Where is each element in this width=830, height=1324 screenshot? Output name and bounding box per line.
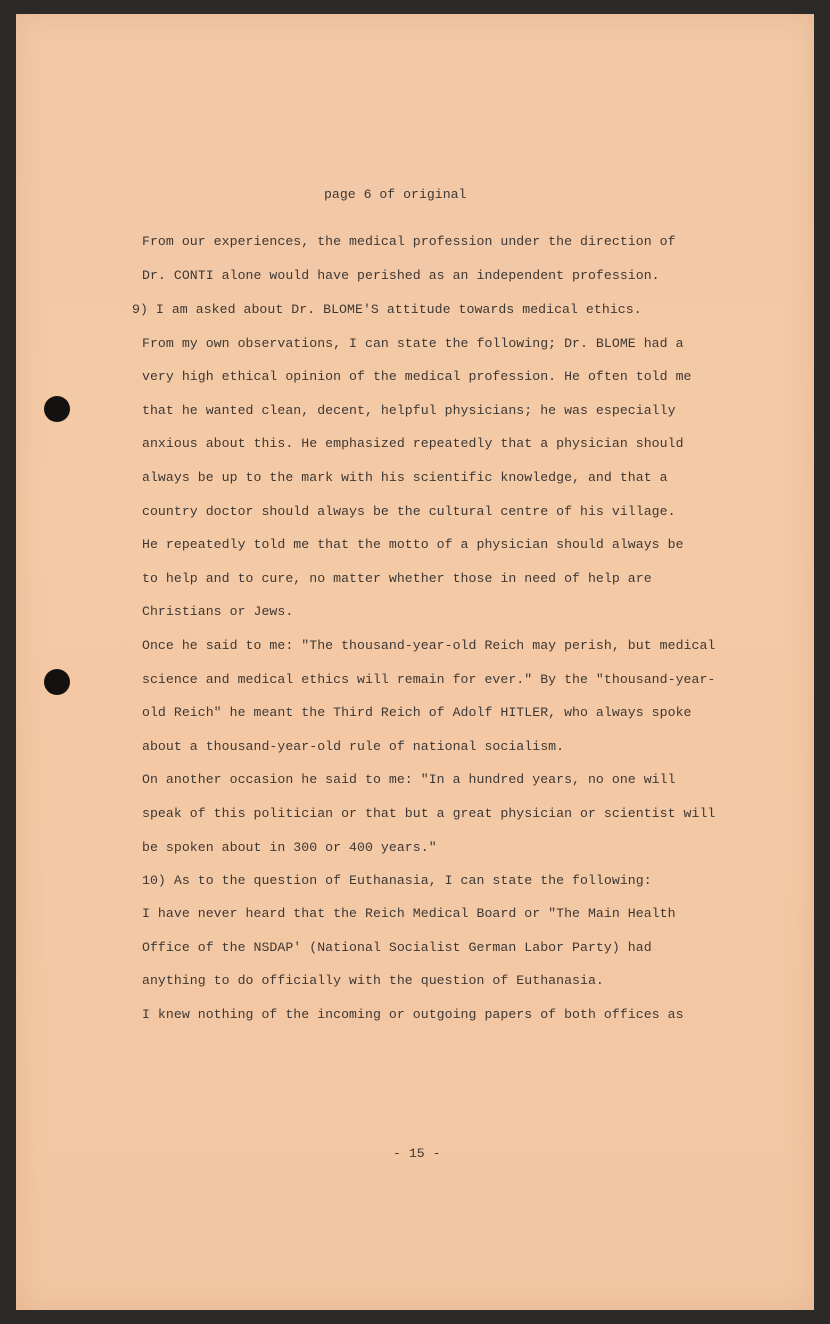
text-line: always be up to the mark with his scientific knowledge, and that a <box>142 470 668 485</box>
text-line: be spoken about in 300 or 400 years." <box>142 840 437 855</box>
text-line: about a thousand-year-old rule of national socialism. <box>142 739 565 754</box>
text-line: On another occasion he said to me: "In a hundred years, no one will <box>142 772 676 787</box>
text-line: Dr. CONTI alone would have perished as an independent profession. <box>142 268 660 283</box>
text-line: 10) As to the question of Euthanasia, I can state the following: <box>142 873 652 888</box>
text-line: science and medical ethics will remain for ever." By the "thousand-year- <box>142 672 716 687</box>
text-line: From our experiences, the medical profession under the direction of <box>142 234 676 249</box>
text-line: to help and to cure, no matter whether those in need of help are <box>142 571 652 586</box>
text-line: anything to do officially with the question of Euthanasia. <box>142 973 604 988</box>
body-text <box>16 14 814 1114</box>
text-line: that he wanted clean, decent, helpful physicians; he was especially <box>142 403 676 418</box>
text-line: Christians or Jews. <box>142 604 294 619</box>
page-number: - 15 - <box>393 1146 441 1161</box>
document-page <box>16 14 814 1310</box>
text-line: Office of the NSDAP' (National Socialist German Labor Party) had <box>142 940 652 955</box>
text-line: old Reich" he meant the Third Reich of Adolf HITLER, who always spoke <box>142 705 692 720</box>
page-heading: page 6 of original <box>324 187 467 202</box>
text-line: country doctor should always be the cultural centre of his village. <box>142 504 676 519</box>
text-line: I have never heard that the Reich Medical Board or "The Main Health <box>142 906 676 921</box>
text-line: very high ethical opinion of the medical profession. He often told me <box>142 369 692 384</box>
text-line: He repeatedly told me that the motto of a physician should always be <box>142 537 684 552</box>
text-line: anxious about this. He emphasized repeatedly that a physician should <box>142 436 684 451</box>
text-line: 9) I am asked about Dr. BLOME'S attitude towards medical ethics. <box>132 302 642 317</box>
text-line: I knew nothing of the incoming or outgoing papers of both offices as <box>142 1007 684 1022</box>
text-line: From my own observations, I can state the following; Dr. BLOME had a <box>142 336 684 351</box>
text-line: speak of this politician or that but a great physician or scientist will <box>142 806 716 821</box>
text-line: Once he said to me: "The thousand-year-old Reich may perish, but medical <box>142 638 716 653</box>
